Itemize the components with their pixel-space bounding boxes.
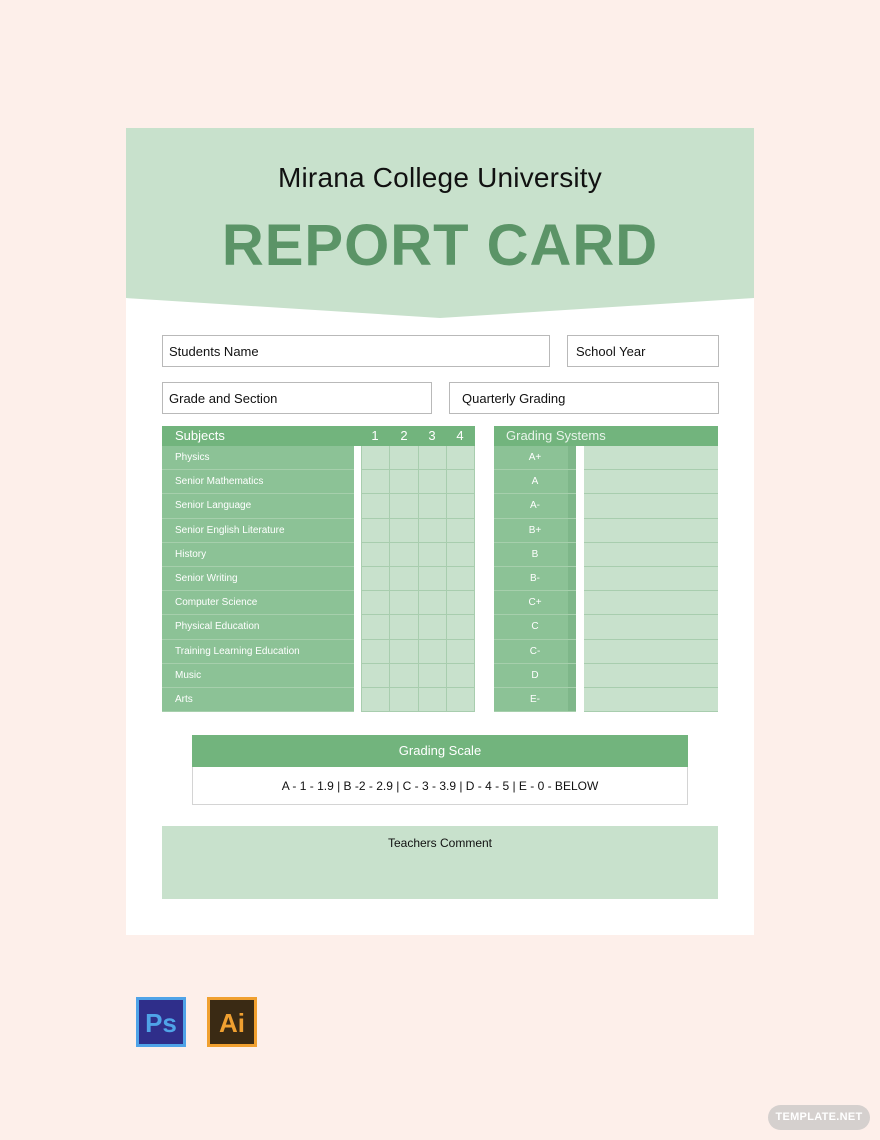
subject-row: Physical Education [162,615,354,639]
subject-row: Physics [162,446,354,470]
grade-cell[interactable] [419,494,447,518]
quarterly-grading-field[interactable]: Quarterly Grading [449,382,719,414]
grade-cell[interactable] [447,567,475,591]
grade-grid-row [361,470,475,494]
grade-cell[interactable] [361,446,390,470]
grade-letter: B+ [494,519,576,543]
grade-letter: A [494,470,576,494]
grade-grid-row [361,567,475,591]
grade-value-cell[interactable] [584,664,718,688]
subjects-header-label: Subjects [175,428,225,443]
illustrator-icon[interactable]: Ai [207,997,257,1047]
grade-letter: A- [494,494,576,518]
photoshop-icon[interactable]: Ps [136,997,186,1047]
grade-cell[interactable] [390,640,418,664]
grade-letter: C- [494,640,576,664]
grade-cell[interactable] [419,519,447,543]
grade-value-cell[interactable] [584,543,718,567]
grade-cell[interactable] [447,519,475,543]
grade-cell[interactable] [361,615,390,639]
grade-grid-row [361,615,475,639]
grade-cell[interactable] [361,543,390,567]
quarter-grade-grid [361,446,475,712]
grade-grid-row [361,688,475,712]
grade-value-cell[interactable] [584,470,718,494]
grade-cell[interactable] [419,664,447,688]
grading-systems-header [494,426,718,446]
subject-row: Senior English Literature [162,519,354,543]
grade-cell[interactable] [390,664,418,688]
students-name-field[interactable]: Students Name [162,335,550,367]
subject-row: Music [162,664,354,688]
grade-cell[interactable] [447,640,475,664]
report-card-document [126,128,754,935]
grade-value-cell[interactable] [584,567,718,591]
grade-section-field[interactable]: Grade and Section [162,382,432,414]
grade-cell[interactable] [447,543,475,567]
grade-grid-row [361,591,475,615]
grade-cell[interactable] [390,494,418,518]
grade-letter: B- [494,567,576,591]
grade-value-cell[interactable] [584,591,718,615]
teachers-comment-box[interactable] [162,826,718,899]
grade-value-cell[interactable] [584,640,718,664]
report-title: REPORT CARD [221,213,659,278]
grade-cell[interactable] [419,591,447,615]
grade-value-cell[interactable] [584,688,718,712]
grade-grid-row [361,664,475,688]
watermark-badge: TEMPLATE.NET [768,1105,870,1130]
grade-cell[interactable] [419,470,447,494]
school-year-field[interactable]: School Year [567,335,719,367]
grade-grid-row [361,519,475,543]
grade-cell[interactable] [361,494,390,518]
grade-letter: A+ [494,446,576,470]
grade-cell[interactable] [361,688,390,712]
grade-cell[interactable] [419,446,447,470]
subject-row: Computer Science [162,591,354,615]
grade-cell[interactable] [419,688,447,712]
grade-grid-row [361,543,475,567]
grade-cell[interactable] [419,640,447,664]
grade-cell[interactable] [361,470,390,494]
subject-row: History [162,543,354,567]
grade-cell[interactable] [390,615,418,639]
grade-cell[interactable] [419,543,447,567]
grade-value-cell[interactable] [584,494,718,518]
quarter-4-header: 4 [456,428,464,443]
grade-cell[interactable] [390,567,418,591]
subject-row: Arts [162,688,354,712]
subjects-table-header [162,426,475,446]
quarter-2-header: 2 [400,428,408,443]
grade-letter: C+ [494,591,576,615]
grade-cell[interactable] [419,615,447,639]
grade-cell[interactable] [361,519,390,543]
subject-row: Senior Mathematics [162,470,354,494]
grade-cell[interactable] [447,446,475,470]
grading-systems-label: Grading Systems [506,428,606,443]
grade-value-cell[interactable] [584,446,718,470]
grade-cell[interactable] [361,664,390,688]
grade-value-cell[interactable] [584,519,718,543]
grading-scale-text: A - 1 - 1.9 | B -2 - 2.9 | C - 3 - 3.9 | D - 4 - 5 | E - 0 - BELOW [192,767,688,805]
grade-cell[interactable] [390,470,418,494]
grade-cell[interactable] [361,640,390,664]
grading-scale-header: Grading Scale [192,735,688,767]
grade-letter: C [494,615,576,639]
grade-letter: B [494,543,576,567]
grade-cell[interactable] [447,664,475,688]
grade-cell[interactable] [390,446,418,470]
grade-cell[interactable] [390,688,418,712]
grading-systems-letters [494,446,576,712]
quarter-1-header: 1 [371,428,379,443]
grade-cell[interactable] [447,470,475,494]
grading-systems-values [584,446,718,712]
grade-cell[interactable] [361,591,390,615]
grade-grid-row [361,494,475,518]
quarter-3-header: 3 [428,428,436,443]
grade-cell[interactable] [390,591,418,615]
grade-cell[interactable] [390,519,418,543]
grade-value-cell[interactable] [584,615,718,639]
grade-cell[interactable] [419,567,447,591]
grade-grid-row [361,446,475,470]
teachers-comment-label: Teachers Comment [387,836,493,850]
grade-cell[interactable] [361,567,390,591]
grade-letter: D [494,664,576,688]
subject-row: Training Learning Education [162,640,354,664]
subjects-list [162,446,354,712]
grade-cell[interactable] [447,615,475,639]
school-name: Mirana College University [277,162,602,193]
grade-cell[interactable] [390,543,418,567]
grade-cell[interactable] [447,591,475,615]
grade-grid-row [361,640,475,664]
subject-row: Senior Language [162,494,354,518]
grade-cell[interactable] [447,494,475,518]
grade-letter: E- [494,688,576,712]
subject-row: Senior Writing [162,567,354,591]
grade-cell[interactable] [447,688,475,712]
